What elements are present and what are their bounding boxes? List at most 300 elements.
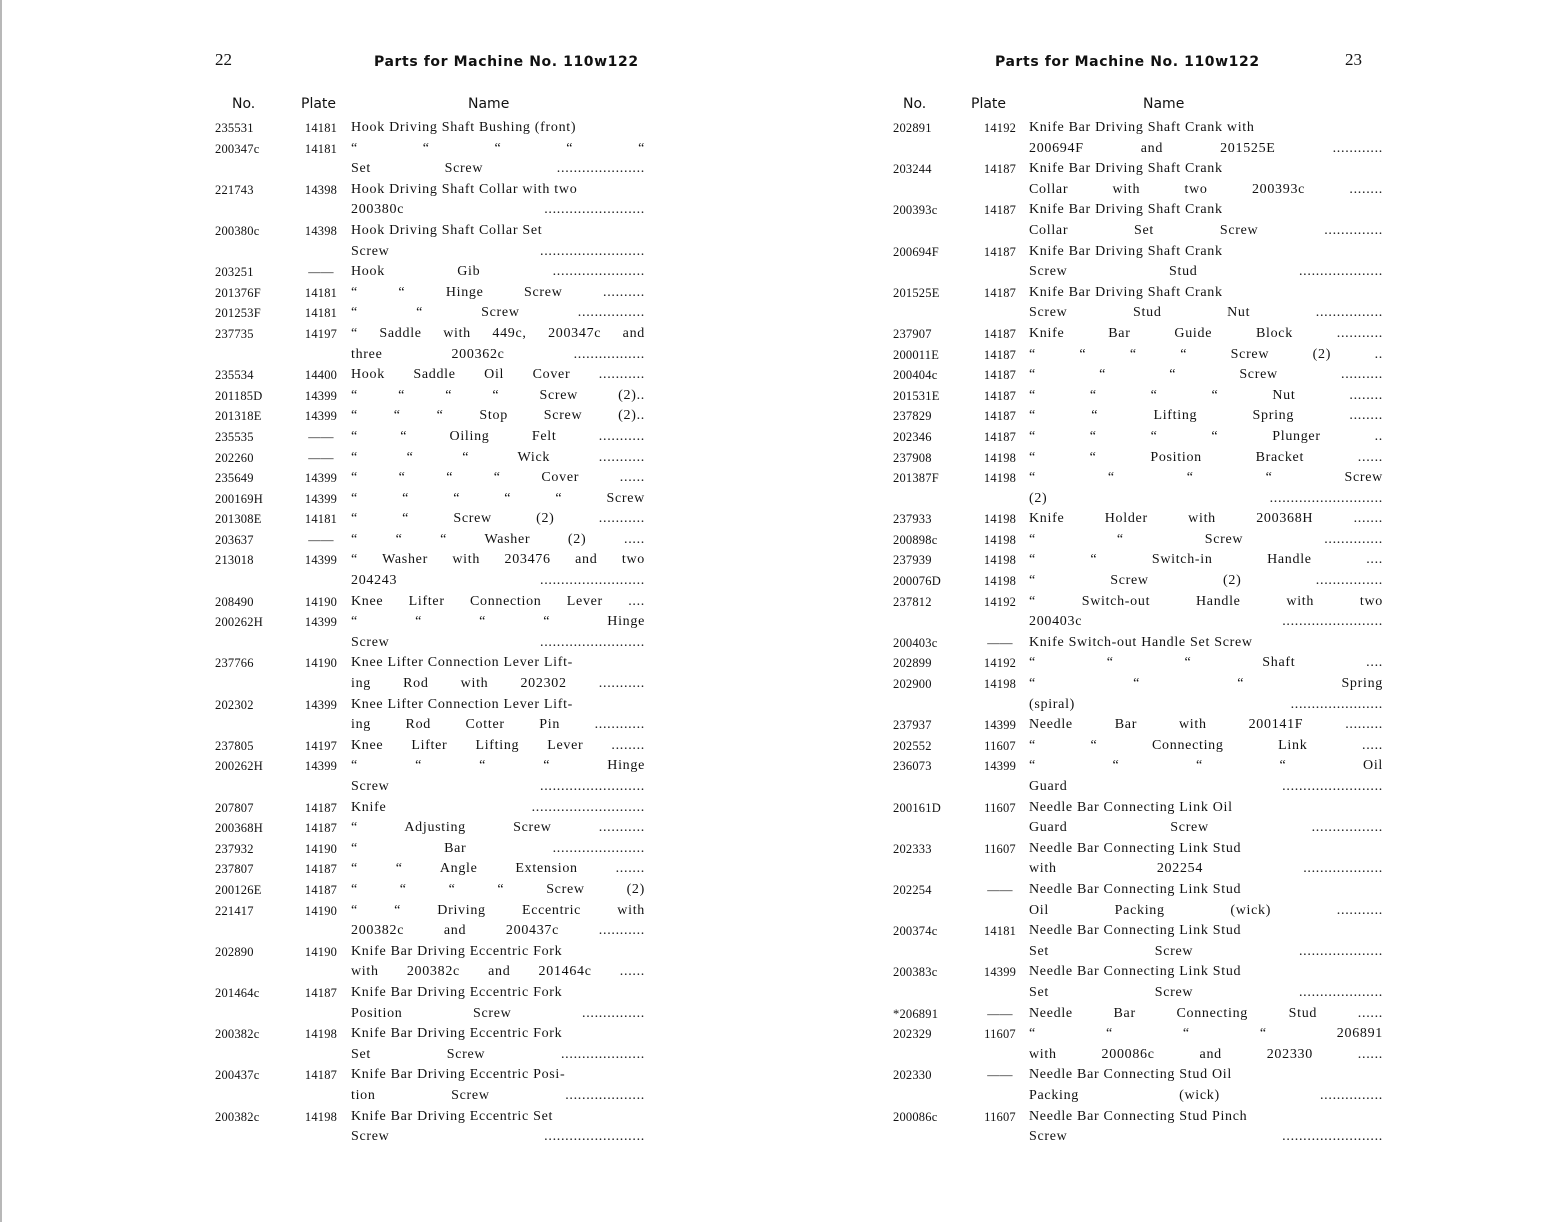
part-number: *206891 [893,1006,939,1021]
part-number: 207807 [215,800,254,815]
part-name: “ “ “ “ Nut ........ [1029,387,1383,403]
table-row [215,509,645,530]
part-number [893,818,971,839]
part-number: 202260 [215,450,254,465]
part-number [215,242,291,263]
plate-number [291,674,351,695]
part-number: 237939 [893,553,932,568]
part-number [215,200,291,221]
table-row [893,674,1383,695]
part-name: Needle Bar Connecting Link Stud [1029,840,1242,856]
table-row [215,1086,645,1107]
table-row [215,262,645,283]
table-row [893,612,1383,633]
table-row [215,818,645,839]
table-row [215,550,645,571]
part-number: 200382c [215,1109,260,1124]
plate-number [971,612,1029,633]
plate-number [971,983,1029,1004]
table-row [215,736,645,757]
part-name: 200380c ........................ [351,202,645,218]
part-number: 237907 [893,326,932,341]
plate-number [971,1127,1029,1148]
table-row [893,386,1383,407]
part-number: 237807 [215,862,254,877]
part-name: Knife Bar Driving Shaft Crank [1029,161,1223,177]
plate-number: 14190 [304,841,338,856]
table-row [215,983,645,1004]
table-row [215,139,645,160]
table-row [893,592,1383,613]
part-number: 200126E [215,882,262,897]
part-number: 201525E [893,285,940,300]
part-name: Needle Bar Connecting Stud Pinch [1029,1108,1248,1124]
plate-number: 14399 [304,697,338,712]
part-name: Knife Bar Guide Block ........... [1029,325,1383,341]
plate-number: 14187 [304,800,338,815]
table-row [893,777,1383,798]
part-name: (2) ........................... [1029,490,1383,506]
table-row [215,365,645,386]
part-name: “ “ Angle Extension ....... [351,861,645,877]
table-row [215,653,645,674]
page-title: Parts for Machine No. 110w122 [374,54,639,70]
part-number: 202329 [893,1027,932,1042]
part-name: Knife Bar Driving Eccentric Set [351,1108,554,1124]
part-number [893,303,971,324]
part-name: “ “ Hinge Screw .......... [351,284,645,300]
part-name: “ Washer with 203476 and two [351,552,645,568]
plate-number: 14192 [983,594,1017,609]
plate-number: 14198 [983,574,1017,589]
part-number: 200169H [215,491,263,506]
plate-number: 14190 [304,944,338,959]
plate-number: 14198 [983,471,1017,486]
part-name: “ “ Screw ................ [351,305,645,321]
table-row [893,983,1383,1004]
table-row [215,200,645,221]
part-name: Screw Stud .................... [1029,264,1383,280]
page-number: 23 [1345,50,1362,69]
plate-number: —— [308,429,334,444]
plate-number: 14197 [304,326,338,341]
plate-number: 14181 [304,306,338,321]
plate-number [971,180,1029,201]
plate-number [971,489,1029,510]
table-row [893,715,1383,736]
plate-number: 14190 [304,903,338,918]
part-name: Screw ......................... [351,634,645,650]
part-name: “ “ Driving Eccentric with [351,902,645,918]
plate-number: —— [987,635,1013,650]
part-name: Knee Lifter Connection Lever Lift- [351,655,574,671]
plate-number [291,159,351,180]
plate-number [971,139,1029,160]
part-number [893,139,971,160]
plate-number: 14187 [983,203,1017,218]
plate-number: 14198 [304,1027,338,1042]
part-name: Knife Holder with 200368H ....... [1029,511,1383,527]
part-number: 235531 [215,121,254,135]
plate-number: 14198 [983,532,1017,547]
part-number [893,777,971,798]
plate-number: 11607 [984,1027,1016,1042]
part-name: “ “ “ “ “ Screw [351,490,645,506]
part-name: Screw ........................ [351,1129,645,1145]
table-row [215,633,645,654]
table-row [215,159,645,180]
table-row [215,448,645,469]
header-no: No. [232,96,256,112]
plate-number [291,571,351,592]
part-number: 235649 [215,471,254,486]
part-number [215,633,291,654]
part-name: Screw ......................... [351,243,645,259]
part-name: “ “ “ “ Hinge [351,758,645,774]
table-row [893,818,1383,839]
plate-number: 14187 [983,347,1017,362]
plate-number: 14400 [304,368,338,383]
table-row [215,1045,645,1066]
table-row [893,180,1383,201]
table-row [215,427,645,448]
part-name: “ “ “ “ Plunger .. [1029,428,1383,444]
table-row [215,880,645,901]
plate-number [971,1086,1029,1107]
plate-number [291,962,351,983]
plate-number [971,901,1029,922]
plate-number: 14187 [983,162,1017,177]
part-name: “ Adjusting Screw ........... [351,820,645,836]
part-number: 237766 [215,656,254,671]
part-name: with 200086c and 202330 ...... [1029,1046,1383,1062]
part-number: 200404c [893,368,938,383]
part-name: Hook Gib ...................... [351,264,645,280]
table-row [893,736,1383,757]
plate-number: 14198 [983,553,1017,568]
part-number: 200383c [893,965,938,980]
plate-number: 11607 [984,800,1016,815]
plate-number: 14187 [983,326,1017,341]
part-name: “ “ “ “ Screw (2) [351,881,645,897]
table-row [893,571,1383,592]
part-name: “ “ “ Washer (2) ..... [351,531,645,547]
page-title: Parts for Machine No. 110w122 [995,54,1260,70]
part-name: “ “ “ “ Screw (2).. [351,387,645,403]
plate-number: 14187 [983,285,1017,300]
part-number: 200076D [893,574,941,589]
plate-number [291,1127,351,1148]
plate-number [971,303,1029,324]
part-name: “ “ Screw .............. [1029,531,1383,547]
plate-number: —— [987,882,1013,897]
part-number: 203251 [215,265,254,280]
part-name: “ “ “ Stop Screw (2).. [351,408,645,424]
table-row [893,221,1383,242]
table-row [215,324,645,345]
table-row [893,468,1383,489]
part-name: Knife Bar Driving Shaft Crank with [1029,120,1255,135]
part-name: Needle Bar Connecting Link Stud [1029,964,1242,980]
plate-number [971,818,1029,839]
plate-number [291,715,351,736]
table-row [215,468,645,489]
plate-number: —— [987,1006,1013,1021]
plate-number: 14187 [983,368,1017,383]
plate-number: 14399 [304,615,338,630]
part-number [893,901,971,922]
part-name: Packing (wick) ............... [1029,1087,1383,1103]
part-number: 201318E [215,409,262,424]
plate-number: 14187 [304,862,338,877]
plate-number [291,1004,351,1025]
part-number: 200368H [215,821,263,836]
table-row [893,880,1383,901]
part-name: “ “ “ “ Cover ...... [351,470,645,486]
part-name: Needle Bar Connecting Stud Oil [1029,1067,1232,1083]
plate-number [291,777,351,798]
table-row [215,612,645,633]
table-row [893,159,1383,180]
part-name: Hook Driving Shaft Bushing (front) [351,120,577,135]
table-row [893,324,1383,345]
plate-number [971,1045,1029,1066]
part-name: Knife Switch-out Handle Set Screw [1029,634,1253,650]
plate-number [971,859,1029,880]
plate-number: 14181 [304,285,338,300]
part-name: 200694F and 201525E ............ [1029,140,1383,156]
part-name: three 200362c ................. [351,346,645,362]
plate-number: 14198 [304,1109,338,1124]
table-row [893,427,1383,448]
table-row [215,962,645,983]
part-name: “ Switch-out Handle with two [1029,593,1383,609]
part-number [215,962,291,983]
part-name: Oil Packing (wick) ........... [1029,902,1383,918]
plate-number: 11607 [984,1109,1016,1124]
part-name: Needle Bar Connecting Link Stud [1029,881,1242,897]
part-name: Collar with two 200393c ........ [1029,181,1383,197]
table-row [893,406,1383,427]
table-row [215,242,645,263]
plate-number: —— [308,265,334,280]
part-number: 200393c [893,203,938,218]
table-row [893,901,1383,922]
part-name: Knife Bar Driving Eccentric Fork [351,943,563,959]
table-row [215,1127,645,1148]
part-name: ing Rod Cotter Pin ............ [351,717,645,733]
plate-number: 14399 [983,718,1017,733]
part-number: 200380c [215,223,260,238]
header-name: Name [1143,96,1185,112]
table-row [893,530,1383,551]
part-name: Needle Bar Connecting Link Oil [1029,799,1233,815]
table-row [893,921,1383,942]
part-number [893,1127,971,1148]
part-name: Knife Bar Driving Shaft Crank [1029,284,1223,300]
part-number: 200011E [893,347,940,362]
part-number: 201376F [215,285,261,300]
part-name: “ Screw (2) ................ [1029,573,1383,589]
part-number: 237932 [215,841,254,856]
part-number: 200347c [215,141,260,156]
part-number: 235535 [215,429,254,444]
page-edge [0,0,2,1222]
plate-number: 11607 [984,738,1016,753]
table-row [893,509,1383,530]
plate-number [291,921,351,942]
part-number [215,1086,291,1107]
part-name: Knife ........................... [351,799,645,815]
table-row [215,118,645,139]
part-number: 203244 [893,162,932,177]
plate-number: —— [987,1068,1013,1083]
table-row [893,200,1383,221]
plate-number: 14198 [983,512,1017,527]
part-name: Guard Screw ................. [1029,820,1383,836]
part-number: 200898c [893,532,938,547]
part-name: “ “ Oiling Felt ........... [351,428,645,444]
part-name: Hook Driving Shaft Collar with two [351,181,578,197]
table-row [215,674,645,695]
plate-number: 14398 [304,182,338,197]
part-number [215,159,291,180]
part-number: 200374c [893,924,938,939]
table-row [215,901,645,922]
part-number [215,571,291,592]
part-number: 201253F [215,306,261,321]
table-row [215,386,645,407]
part-number [215,1127,291,1148]
table-row [215,571,645,592]
part-number: 235534 [215,368,254,383]
plate-number: —— [308,532,334,547]
part-number: 200403c [893,635,938,650]
part-number: 237735 [215,326,254,341]
part-name: Needle Bar with 200141F ......... [1029,717,1383,733]
part-number: 208490 [215,594,254,609]
part-number [893,1045,971,1066]
part-name: Guard ........................ [1029,779,1383,794]
plate-number: 14198 [983,450,1017,465]
table-row [893,345,1383,366]
table-row [215,859,645,880]
plate-number: 14187 [304,985,338,1000]
part-name: “ “ “ “ Hinge [351,614,645,630]
table-row [215,530,645,551]
table-row [215,406,645,427]
table-row [893,1045,1383,1066]
part-name: Knee Lifter Lifting Lever ........ [351,737,645,753]
plate-number: 14190 [304,656,338,671]
part-name: Knee Lifter Connection Lever Lift- [351,696,574,712]
plate-number: 11607 [984,841,1016,856]
plate-number: 14192 [983,121,1017,135]
part-number: 213018 [215,553,254,568]
part-number [893,1086,971,1107]
table-row [893,283,1383,304]
table-row [893,262,1383,283]
part-name: Knife Bar Driving Shaft Crank [1029,243,1223,259]
part-number [893,612,971,633]
table-row [893,365,1383,386]
page-number: 22 [215,50,232,69]
table-row [215,777,645,798]
part-number: 237805 [215,738,254,753]
table-row [215,1024,645,1045]
part-number: 202254 [893,882,932,897]
plate-number: 14181 [304,121,338,135]
table-row [893,1065,1383,1086]
part-name: Set Screw .................... [1029,984,1383,1000]
part-number: 237908 [893,450,932,465]
plate-number [291,242,351,263]
plate-number: 14187 [304,882,338,897]
table-row [893,242,1383,263]
table-row [893,798,1383,819]
table-row [893,633,1383,654]
part-name: Screw ......................... [351,779,645,794]
plate-number: 14181 [304,141,338,156]
part-number: 202899 [893,656,932,671]
table-row [893,942,1383,963]
part-name: 204243 ......................... [351,573,645,589]
table-row [215,942,645,963]
part-number: 237829 [893,409,932,424]
part-name: “ “ “ “ Screw (2) .. [1029,346,1383,362]
part-name: Collar Set Screw .............. [1029,222,1383,238]
parts-list [215,118,645,1148]
part-number [893,221,971,242]
table-row [893,139,1383,160]
part-name: “ “ Position Bracket ...... [1029,449,1383,465]
part-name: “ “ “ Spring [1029,676,1383,692]
table-row [893,1004,1383,1025]
table-row [215,715,645,736]
table-row [893,756,1383,777]
parts-list [893,118,1383,1148]
plate-number: 14187 [983,429,1017,444]
table-row [893,695,1383,716]
part-name: Needle Bar Connecting Stud ...... [1029,1005,1383,1021]
part-number: 200262H [215,759,263,774]
plate-number: 14187 [983,244,1017,259]
part-name: “ “ Switch-in Handle .... [1029,552,1383,568]
plate-number: 14399 [304,471,338,486]
part-name: Hook Driving Shaft Collar Set [351,222,543,238]
table-row [893,1024,1383,1045]
table-row [215,592,645,613]
part-name: Knife Bar Driving Eccentric Fork [351,1026,563,1042]
part-number: 237937 [893,718,932,733]
plate-number: 14399 [304,409,338,424]
part-name: tion Screw ................... [351,1087,645,1103]
plate-number [971,777,1029,798]
table-row [215,489,645,510]
plate-number [971,942,1029,963]
part-name: Knife Bar Driving Eccentric Posi- [351,1067,566,1083]
part-name: Position Screw ............... [351,1005,645,1021]
part-name: 200403c ........................ [1029,614,1383,630]
plate-number: 14399 [304,759,338,774]
part-number [893,942,971,963]
table-row [215,756,645,777]
part-number: 200086c [893,1109,938,1124]
part-number [215,345,291,366]
part-number: 200694F [893,244,939,259]
part-number: 201185D [215,388,263,403]
part-name: Screw ........................ [1029,1129,1383,1145]
